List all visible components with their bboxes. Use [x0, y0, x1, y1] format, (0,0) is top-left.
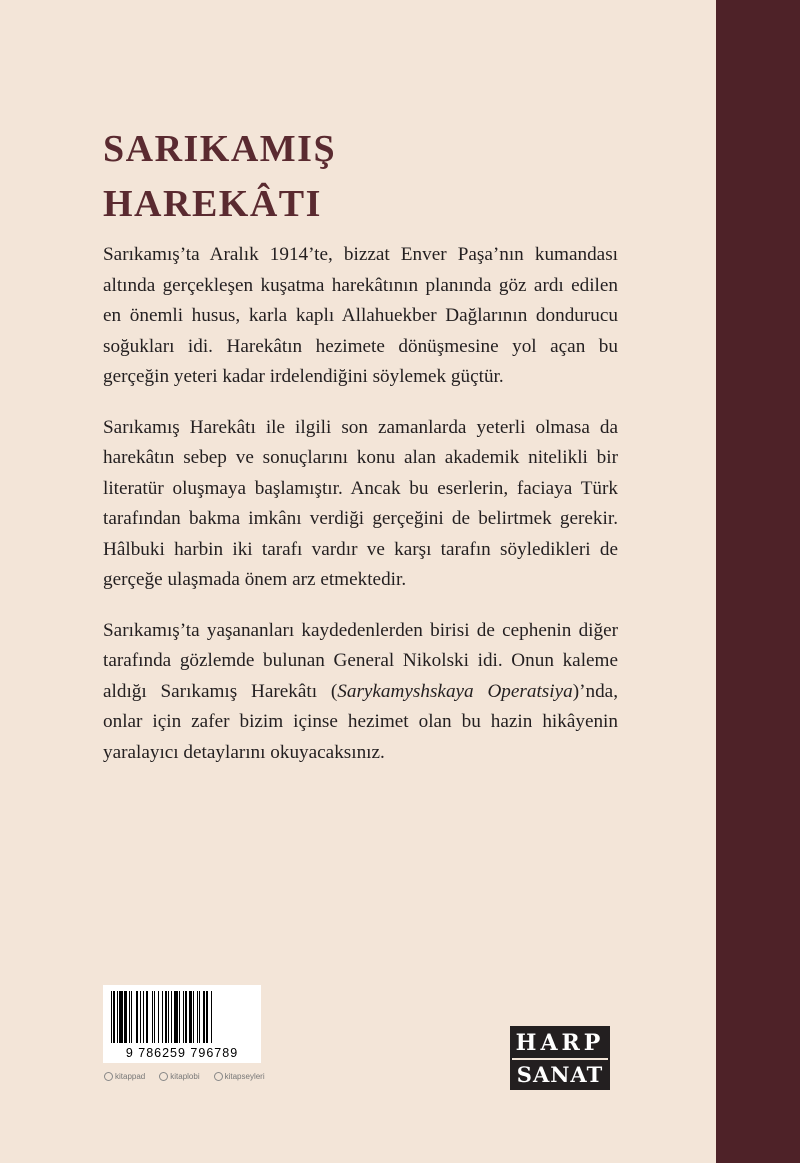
retailer-logo-3: [214, 1072, 265, 1081]
retailer-1-label: kitappad: [115, 1072, 146, 1081]
publisher-logo-line-2: SANAT: [516, 1062, 604, 1087]
retailer-3-icon: [214, 1072, 223, 1081]
isbn-barcode: [103, 985, 261, 1063]
back-cover-blurb: [103, 240, 618, 788]
paragraph-3-part-2: )’nda, onlar için zafer bizim içinse hezimet olan bu hazin hikâyenin yaralayıcı detaylarını okuyacaksınız.: [103, 680, 618, 763]
retailer-2-icon: [159, 1072, 168, 1081]
paragraph-2: Sarıkamış Harekâtı ile ilgili son zamanlarda yeterli olmasa da harekâtın sebep ve sonuçlarını konu alan akademik nitelikli bir literatür oluşmaya başlamıştır. Ancak bu eserlerin, faciaya Türk tarafından bakma imkânı verdiği gerçeğini de belirtmek gerekir. Hâlbuki harbin iki tarafı vardır ve karşı tarafın söyledikleri de gerçeğe ulaşmada önem arz etmektedir.: [103, 416, 618, 590]
retailer-3-label: kitapseyleri: [224, 1072, 265, 1081]
book-title: [103, 122, 336, 232]
retailer-1-icon: [104, 1072, 113, 1081]
retailer-logos: [104, 1072, 265, 1081]
retailer-logo-1: [104, 1072, 145, 1081]
paragraph-3: [103, 616, 618, 769]
book-spine: [716, 0, 800, 1163]
title-line-2: HAREKÂTI: [103, 183, 322, 225]
retailer-logo-2: [159, 1072, 199, 1081]
publisher-logo-line-1: HARP: [512, 1028, 608, 1060]
original-title-italic: Sarykamyshskaya Operatsiya: [337, 680, 573, 702]
barcode-bars: [111, 991, 255, 1043]
barcode-gap: [212, 991, 213, 1043]
publisher-logo: [510, 1026, 610, 1090]
paragraph-3-part-1: Sarıkamış’ta yaşananları kaydedenlerden birisi de cephenin diğer tarafında gözlemde bulunan General Nikolski idi. Onun kaleme aldığı Sarıkamış Harekâtı (: [103, 619, 618, 702]
paragraph-1: Sarıkamış’ta Aralık 1914’te, bizzat Enver Paşa’nın kumandası altında gerçekleşen kuşatma harekâtının planında göz ardı edilen en önemli husus, karla kaplı Allahuekber Dağlarının dondurucu soğukları idi. Harekâtın hezimete dönüşmesine yol açan bu gerçeğin yeteri kadar irdelendiğini söylemek güçtür.: [103, 244, 618, 387]
title-line-1: SARIKAMIŞ: [103, 128, 337, 170]
isbn-number: 9 786259 796789: [125, 1046, 239, 1060]
retailer-2-label: kitaplobi: [170, 1072, 200, 1081]
